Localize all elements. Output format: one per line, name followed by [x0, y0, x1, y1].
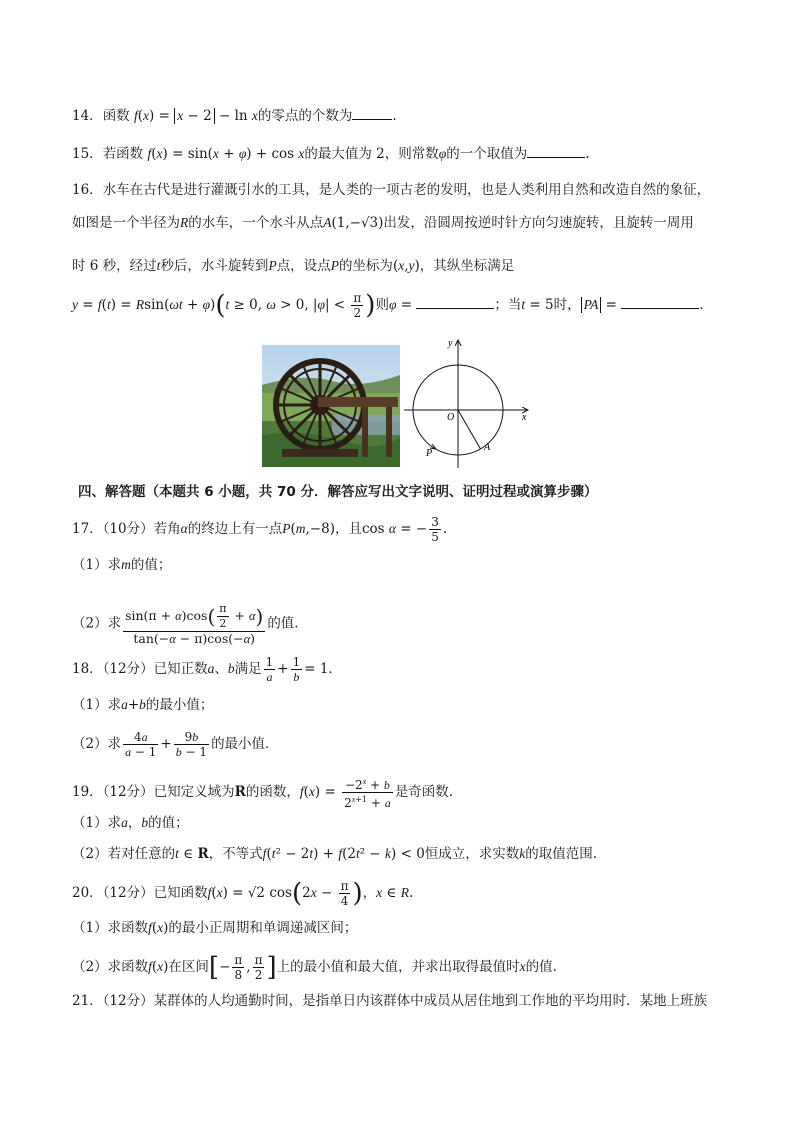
question-18-part-2: （2）求 $\frac{4a}{a - 1}$ + $\frac{9b}{b - 1}$ 的最小值． — [72, 730, 279, 759]
question-19-part-1: （1）求a，b的值； — [72, 815, 189, 831]
question-17-part-2: （2）求 sin(π + α)cos( $\frac{\pi}{2}$ + α) tan(−α − π)cos(−α) 的值. — [72, 602, 299, 646]
q14-formula: f — [133, 108, 138, 123]
question-18: 18．（12分）已知正数a、b满足 $\frac{1}{a}$ + $\frac{1}{b}$ = 1． — [72, 655, 342, 684]
y-axis-label: y — [448, 338, 453, 349]
question-14: 14．函数 f(x) = x − 2 − ln x的零点的个数为 . — [72, 108, 397, 124]
question-20-part-2: （2）求函数f(x)在区间[− $\frac{\pi}{8}$ , $\frac{\pi}{2}$ ]上的最小值和最大值，并求出取得最值时x的值. — [72, 952, 557, 983]
question-18-part-1: （1）求a+b的最小值； — [72, 697, 214, 713]
point-p-label: P — [426, 448, 433, 459]
question-17: 17．（10分）若角α的终边上有一点P(m,−8)，且cos α = − $\frac{3}{5}$ . — [72, 515, 448, 544]
question-21: 21．（12分）某群体的人均通勤时间，是指单日内该群体中成员从居住地到工作地的平均用时．某地上班族 — [72, 993, 708, 1009]
question-19-part-2: （2）若对任意的t ∈ R，不等式f(t² − 2t) + f(2t² − k) < 0恒成立，求实数k的取值范围. — [72, 846, 598, 862]
unit-circle-figure — [402, 334, 538, 474]
q16-number: 16． — [72, 182, 103, 198]
x-axis-label: x — [522, 412, 527, 423]
origin-label: O — [447, 412, 455, 423]
question-19: 19．（12分）已知定义域为R的函数，f(x) = $\frac{-2^x + b}{2^{x+1} + a}$ 是奇函数. — [72, 777, 454, 810]
q16-pa-blank[interactable] — [621, 296, 699, 309]
point-a-label: A — [484, 442, 491, 453]
question-16-line-1: 16．水车在古代是进行灌溉引水的工具，是人类的一项古老的发明，也是人类利用自然和改造自然的象征， — [72, 182, 711, 198]
q14-answer-blank[interactable] — [352, 107, 392, 120]
question-20-part-1: （1）求函数f(x)的最小正周期和单调递减区间； — [72, 920, 358, 936]
question-16-line-2: 如图是一个半径为R的水车，一个水斗从点A(1,−√3)出发，沿圆周按逆时针方向匀速旋转，且旋转一周用 — [72, 215, 694, 231]
question-16-line-3: 时 6 秒，经过t秒后，水斗旋转到P点，设点P的坐标为(x,y)，其纵坐标满足 — [72, 258, 515, 274]
question-17-part-1: （1）求m的值； — [72, 557, 172, 573]
q15-number: 15． — [72, 146, 103, 162]
section-4-heading: 四、解答题（本题共 6 小题，共 70 分．解答应写出文字说明、证明过程或演算步骤） — [78, 484, 598, 500]
water-wheel-photo — [262, 345, 400, 467]
question-16-line-4: y = f(t) = Rsin(ωt + φ)(t ≥ 0, ω > 0, |φ| < $\frac{\pi}{2}$ )则φ = ；当t = 5时， PA = . — [72, 290, 704, 321]
q15-answer-blank[interactable] — [527, 145, 585, 158]
radius-oa — [458, 410, 481, 449]
question-20: 20．（12分）已知函数f(x) = √2 cos(2x − $\frac{\pi}{4}$ )，x ∈ R. — [72, 878, 414, 909]
question-15: 15．若函数 f(x) = sin(x + φ) + cos x的最大值为 2，则常数φ的一个取值为 . — [72, 146, 590, 162]
q16-phi-blank[interactable] — [416, 296, 494, 309]
q14-number: 14． — [72, 108, 103, 124]
